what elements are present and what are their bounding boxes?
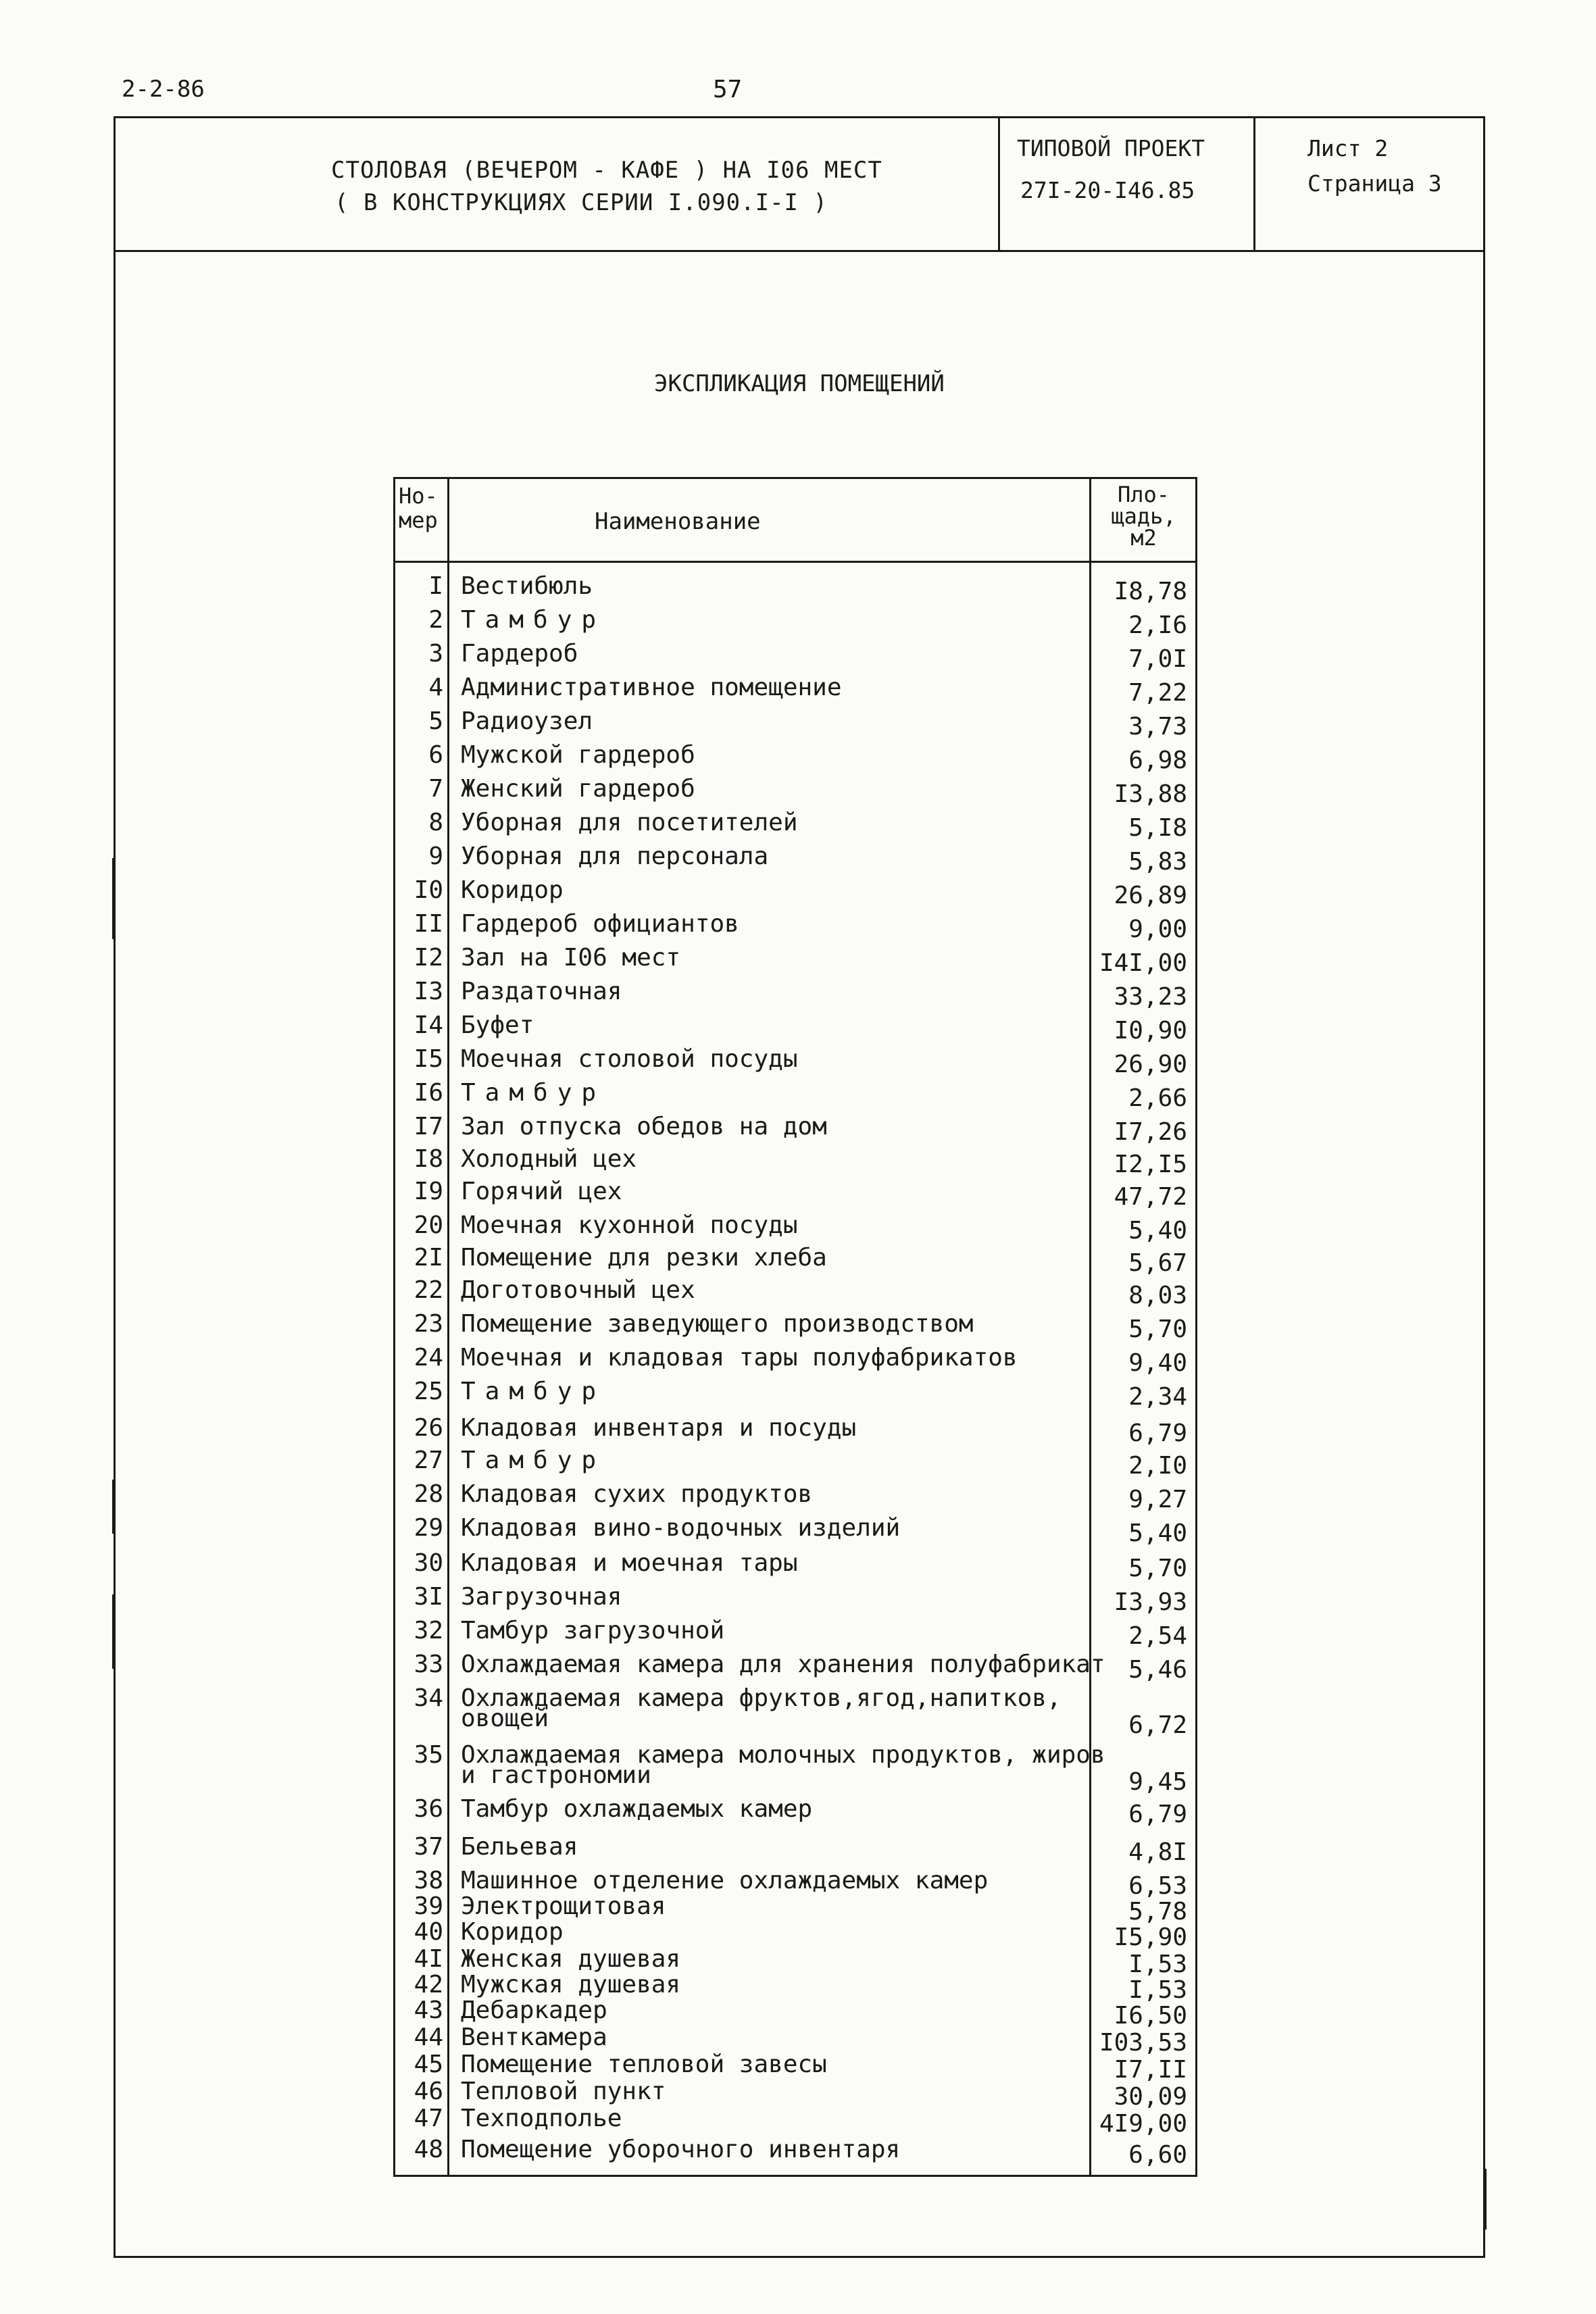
room-area: 6,60 bbox=[1128, 2141, 1187, 2169]
room-number: 9 bbox=[428, 842, 443, 870]
room-area: I,53 bbox=[1128, 1976, 1187, 2004]
document-code: 2-2-86 bbox=[122, 76, 205, 103]
room-name: Холодный цех bbox=[461, 1145, 637, 1173]
table-row bbox=[393, 674, 1197, 707]
room-area: 3,73 bbox=[1128, 713, 1187, 740]
table-row bbox=[393, 708, 1197, 740]
room-number: 30 bbox=[414, 1549, 443, 1577]
room-area: I0,90 bbox=[1114, 1017, 1187, 1045]
room-number: 48 bbox=[414, 2136, 443, 2163]
room-number: 2 bbox=[428, 606, 443, 634]
room-number: I6 bbox=[414, 1079, 443, 1107]
room-area: 6,79 bbox=[1128, 1419, 1187, 1447]
room-name: Кладовая вино-водочных изделий bbox=[461, 1514, 901, 1542]
room-number: 45 bbox=[414, 2051, 443, 2078]
table-row bbox=[393, 911, 1197, 943]
project-number: 27I-20-I46.85 bbox=[1020, 177, 1195, 203]
table-row bbox=[393, 877, 1197, 909]
room-name: Охлаждаемая камера для хранения полуфабрикат bbox=[461, 1651, 1105, 1678]
room-name: Венткамера bbox=[461, 2023, 607, 2051]
room-number: I3 bbox=[414, 978, 443, 1005]
margin-mark bbox=[112, 858, 115, 939]
room-area: 9,45 bbox=[1128, 1768, 1187, 1796]
document-subtitle: ( В КОНСТРУКЦИЯХ СЕРИИ I.090.I-I ) bbox=[334, 189, 828, 216]
table-row bbox=[393, 776, 1197, 808]
room-name: Радиоузел bbox=[461, 707, 593, 735]
room-name: Тамбур bbox=[461, 606, 606, 634]
room-name: Моечная и кладовая тары полуфабрикатов bbox=[461, 1344, 1018, 1372]
table-row bbox=[393, 1046, 1197, 1078]
room-area: 6,98 bbox=[1128, 747, 1187, 774]
room-name: Тамбур bbox=[461, 1447, 606, 1474]
sheet-number: Лист 2 bbox=[1307, 135, 1389, 161]
room-number: 24 bbox=[414, 1344, 443, 1372]
room-name: Охлаждаемая камера молочных продуктов, жиров bbox=[461, 1741, 1105, 1769]
margin-mark bbox=[112, 1480, 115, 1534]
room-area: 5,40 bbox=[1128, 1519, 1187, 1547]
room-name: Помещение тепловой завесы bbox=[461, 2051, 827, 2078]
room-area: I5,90 bbox=[1114, 1923, 1187, 1951]
room-name: Моечная кухонной посуды bbox=[461, 1211, 798, 1239]
room-area: 47,72 bbox=[1114, 1183, 1187, 1211]
room-name: Женская душевая bbox=[461, 1945, 681, 1973]
room-area: 26,90 bbox=[1114, 1051, 1187, 1078]
room-name: Тепловой пункт bbox=[461, 2078, 666, 2105]
room-area: I6,50 bbox=[1114, 2002, 1187, 2030]
room-number: 6 bbox=[428, 741, 443, 769]
table-row bbox=[393, 2105, 1197, 2138]
room-name: Зал отпуска обедов на дом bbox=[461, 1113, 827, 1140]
room-name: Кладовая и моечная тары bbox=[461, 1549, 798, 1577]
room-area: 26,89 bbox=[1114, 882, 1187, 909]
room-number: 40 bbox=[414, 1918, 443, 1946]
room-area: 5,I8 bbox=[1128, 814, 1187, 842]
table-row bbox=[393, 809, 1197, 842]
room-area: 5,40 bbox=[1128, 1217, 1187, 1244]
room-number: 3I bbox=[414, 1583, 443, 1611]
table-row bbox=[393, 1796, 1197, 1828]
room-number: 23 bbox=[414, 1310, 443, 1338]
table-row bbox=[393, 1244, 1197, 1277]
table-row bbox=[393, 1617, 1197, 1650]
room-number: 33 bbox=[414, 1651, 443, 1678]
room-name: Тамбур охлаждаемых камер bbox=[461, 1795, 813, 1823]
room-area: 8,03 bbox=[1128, 1282, 1187, 1309]
page-number: 57 bbox=[713, 76, 743, 103]
table-row bbox=[393, 640, 1197, 673]
table-row bbox=[393, 1012, 1197, 1045]
table-row bbox=[393, 1651, 1197, 1684]
room-number: 44 bbox=[414, 2023, 443, 2051]
room-area: 30,09 bbox=[1114, 2083, 1187, 2111]
room-number: 42 bbox=[414, 1971, 443, 1998]
room-area: I7,26 bbox=[1114, 1118, 1187, 1146]
table-row bbox=[393, 1741, 1197, 1796]
room-number: 34 bbox=[414, 1684, 443, 1712]
room-area: 5,67 bbox=[1128, 1249, 1187, 1277]
room-name: Помещение уборочного инвентаря bbox=[461, 2136, 901, 2163]
room-number: 26 bbox=[414, 1414, 443, 1442]
table-row bbox=[393, 1178, 1197, 1211]
room-area: 7,22 bbox=[1128, 679, 1187, 707]
margin-mark bbox=[1484, 2169, 1487, 2230]
room-area: I,53 bbox=[1128, 1951, 1187, 1978]
table-row bbox=[393, 1212, 1197, 1244]
room-number: 39 bbox=[414, 1892, 443, 1920]
room-name: Тамбур bbox=[461, 1079, 606, 1107]
table-header-divider bbox=[393, 561, 1197, 563]
room-area: 2,66 bbox=[1128, 1084, 1187, 1112]
room-number: I8 bbox=[414, 1145, 443, 1173]
room-number: 46 bbox=[414, 2078, 443, 2105]
room-number: 47 bbox=[414, 2105, 443, 2132]
table-row bbox=[393, 1550, 1197, 1582]
room-name: Электрощитовая bbox=[461, 1892, 666, 1920]
table-row bbox=[393, 978, 1197, 1011]
room-area: I3,93 bbox=[1114, 1588, 1187, 1616]
title-block-separator bbox=[1253, 116, 1255, 251]
room-area: I3,88 bbox=[1114, 780, 1187, 808]
room-number: 32 bbox=[414, 1617, 443, 1644]
table-row bbox=[393, 607, 1197, 639]
room-name: Тамбур загрузочной bbox=[461, 1617, 725, 1644]
margin-mark bbox=[112, 1594, 115, 1669]
room-number: 38 bbox=[414, 1867, 443, 1894]
room-area: 5,70 bbox=[1128, 1555, 1187, 1582]
table-row bbox=[393, 1684, 1197, 1739]
room-name: Зал на I06 мест bbox=[461, 944, 681, 972]
table-heading: ЭКСПЛИКАЦИЯ ПОМЕЩЕНИЙ bbox=[654, 370, 945, 397]
room-area: 6,79 bbox=[1128, 1801, 1187, 1828]
table-row bbox=[393, 573, 1197, 605]
room-number: II bbox=[414, 910, 443, 938]
room-number: 28 bbox=[414, 1480, 443, 1508]
room-number: I2 bbox=[414, 944, 443, 972]
room-number: 4 bbox=[428, 674, 443, 701]
room-area: 7,0I bbox=[1128, 645, 1187, 673]
room-name: Помещение заведующего производством bbox=[461, 1310, 974, 1338]
room-number: 25 bbox=[414, 1378, 443, 1405]
room-name: Кладовая инвентаря и посуды bbox=[461, 1414, 857, 1442]
room-number: I bbox=[428, 572, 443, 600]
table-row bbox=[393, 1344, 1197, 1377]
room-area: I03,53 bbox=[1099, 2029, 1187, 2057]
room-number: 4I bbox=[414, 1945, 443, 1973]
table-row bbox=[393, 1146, 1197, 1178]
room-name: Буфет bbox=[461, 1011, 534, 1039]
room-name: Помещение для резки хлеба bbox=[461, 1244, 827, 1272]
room-name: Коридор bbox=[461, 1918, 564, 1946]
room-area: 5,70 bbox=[1128, 1315, 1187, 1343]
room-name: Мужской гардероб bbox=[461, 741, 695, 769]
room-number: I7 bbox=[414, 1113, 443, 1140]
table-row bbox=[393, 1415, 1197, 1447]
room-area: 9,40 bbox=[1128, 1349, 1187, 1377]
document-title: СТОЛОВАЯ (ВЕЧЕРОМ - КАФЕ ) НА I06 МЕСТ bbox=[331, 157, 882, 184]
room-number: 8 bbox=[428, 809, 443, 836]
table-row bbox=[393, 1447, 1197, 1480]
room-name: Раздаточная bbox=[461, 978, 622, 1005]
room-area: 4I9,00 bbox=[1099, 2110, 1187, 2138]
table-row bbox=[393, 1834, 1197, 1866]
column-header-number: Но- мер bbox=[399, 483, 438, 533]
room-name: Бельевая bbox=[461, 1833, 578, 1861]
room-area: 4,8I bbox=[1128, 1838, 1187, 1866]
room-name: Охлаждаемая камера фруктов,ягод,напитков, bbox=[461, 1684, 1062, 1712]
table-row bbox=[393, 1311, 1197, 1343]
room-area: 5,78 bbox=[1128, 1898, 1187, 1926]
room-name-continuation: овощей bbox=[461, 1705, 549, 1732]
title-block-divider bbox=[114, 250, 1485, 252]
room-number: 22 bbox=[414, 1276, 443, 1304]
room-name-continuation: и гастрономии bbox=[461, 1761, 651, 1789]
room-number: I0 bbox=[414, 876, 443, 904]
room-area: 6,53 bbox=[1128, 1872, 1187, 1900]
table-row bbox=[393, 1378, 1197, 1411]
room-name: Загрузочная bbox=[461, 1583, 622, 1611]
room-number: 5 bbox=[428, 707, 443, 735]
table-row bbox=[393, 1080, 1197, 1112]
room-area: I8,78 bbox=[1114, 578, 1187, 605]
room-area: 2,I0 bbox=[1128, 1452, 1187, 1480]
title-block-separator bbox=[998, 116, 1000, 251]
room-number: 43 bbox=[414, 1996, 443, 2024]
room-name: Кладовая сухих продуктов bbox=[461, 1480, 813, 1508]
room-number: 7 bbox=[428, 775, 443, 803]
table-row bbox=[393, 742, 1197, 774]
column-header-name: Наименование bbox=[595, 508, 761, 535]
room-number: 3 bbox=[428, 640, 443, 668]
table-row bbox=[393, 945, 1197, 977]
page-label: Страница 3 bbox=[1307, 170, 1442, 197]
room-area: 9,00 bbox=[1128, 915, 1187, 943]
room-name: Гардероб официантов bbox=[461, 910, 739, 938]
table-row bbox=[393, 1277, 1197, 1309]
room-name: Машинное отделение охлаждаемых камер bbox=[461, 1867, 989, 1894]
room-name: Гардероб bbox=[461, 640, 578, 668]
table-row bbox=[393, 1584, 1197, 1616]
room-number: I9 bbox=[414, 1178, 443, 1205]
table-row bbox=[393, 1481, 1197, 1513]
room-name: Доготовочный цех bbox=[461, 1276, 695, 1304]
room-name: Тамбур bbox=[461, 1378, 606, 1405]
room-number: 27 bbox=[414, 1447, 443, 1474]
room-name: Уборная для персонала bbox=[461, 842, 769, 870]
table-row bbox=[393, 843, 1197, 876]
room-area: 5,46 bbox=[1128, 1656, 1187, 1684]
room-name: Моечная столовой посуды bbox=[461, 1045, 798, 1073]
room-area: 5,83 bbox=[1128, 848, 1187, 876]
column-header-area: Пло- щадь, м2 bbox=[1111, 482, 1176, 551]
table-row bbox=[393, 1113, 1197, 1146]
room-number: 20 bbox=[414, 1211, 443, 1239]
room-number: 36 bbox=[414, 1795, 443, 1823]
room-name: Мужская душевая bbox=[461, 1971, 681, 1998]
room-area: 33,23 bbox=[1114, 983, 1187, 1011]
room-number: 37 bbox=[414, 1833, 443, 1861]
room-name: Горячий цех bbox=[461, 1178, 622, 1205]
room-number: 35 bbox=[414, 1741, 443, 1769]
room-number: 2I bbox=[414, 1244, 443, 1272]
room-name: Женский гардероб bbox=[461, 775, 695, 803]
room-area: I4I,00 bbox=[1099, 949, 1187, 977]
room-number: I5 bbox=[414, 1045, 443, 1073]
room-name: Техподполье bbox=[461, 2105, 622, 2132]
room-area: 2,34 bbox=[1128, 1383, 1187, 1411]
room-number: 29 bbox=[414, 1514, 443, 1542]
room-area: 9,27 bbox=[1128, 1486, 1187, 1513]
table-row bbox=[393, 1515, 1197, 1547]
room-area: 6,72 bbox=[1128, 1711, 1187, 1739]
room-area: I7,II bbox=[1114, 2056, 1187, 2084]
room-area: 2,54 bbox=[1128, 1622, 1187, 1650]
room-number: I4 bbox=[414, 1011, 443, 1039]
room-area: 2,I6 bbox=[1128, 611, 1187, 639]
table-row bbox=[393, 2136, 1197, 2169]
room-name: Административное помещение bbox=[461, 674, 842, 701]
room-name: Коридор bbox=[461, 876, 564, 904]
project-label: ТИПОВОЙ ПРОЕКТ bbox=[1017, 135, 1205, 161]
room-name: Вестибюль bbox=[461, 572, 593, 600]
room-name: Дебаркадер bbox=[461, 1996, 607, 2024]
room-area: I2,I5 bbox=[1114, 1151, 1187, 1178]
room-name: Уборная для посетителей bbox=[461, 809, 798, 836]
